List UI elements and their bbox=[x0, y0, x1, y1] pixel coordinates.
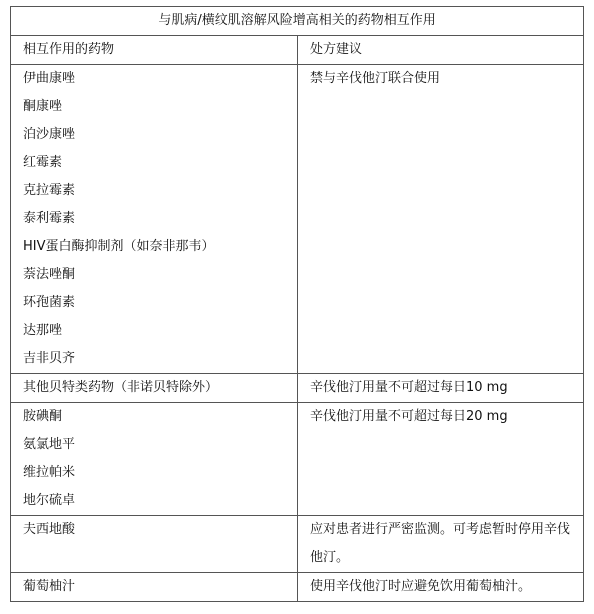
drug-cell bbox=[11, 573, 298, 602]
column-header-advice: 处方建议 bbox=[298, 36, 584, 65]
drug-name: 维拉帕米 bbox=[23, 465, 76, 480]
drug-name: 环孢菌素 bbox=[23, 295, 76, 310]
table-row bbox=[11, 65, 584, 374]
drug-name: 地尔硫卓 bbox=[23, 493, 76, 508]
table-title-row bbox=[11, 7, 584, 36]
drug-name: 夫西地酸 bbox=[23, 522, 76, 537]
drug-name: 克拉霉素 bbox=[23, 183, 76, 198]
table-header-row bbox=[11, 36, 584, 65]
drug-name: 酮康唑 bbox=[23, 99, 63, 114]
drug-cell bbox=[11, 65, 298, 374]
drug-name: 葡萄柚汁 bbox=[23, 579, 76, 594]
drug-name: 萘法唑酮 bbox=[23, 267, 76, 282]
table-row bbox=[11, 374, 584, 403]
drug-name: 氨氯地平 bbox=[23, 437, 76, 452]
table-row bbox=[11, 573, 584, 602]
drug-name: 其他贝特类药物（非诺贝特除外） bbox=[23, 380, 219, 395]
advice-text: 应对患者进行严密监测。可考虑暂时停用辛伐他汀。 bbox=[310, 522, 571, 565]
advice-cell bbox=[298, 516, 584, 573]
advice-cell bbox=[298, 65, 584, 374]
table-row bbox=[11, 403, 584, 516]
drug-name: 伊曲康唑 bbox=[23, 71, 76, 86]
advice-cell bbox=[298, 573, 584, 602]
drug-cell bbox=[11, 374, 298, 403]
drug-name: HIV蛋白酶抑制剂（如奈非那韦） bbox=[23, 239, 215, 254]
drug-interaction-table bbox=[10, 6, 584, 602]
drug-name: 达那唑 bbox=[23, 323, 63, 338]
drug-name: 胺碘酮 bbox=[23, 409, 63, 424]
advice-cell bbox=[298, 403, 584, 516]
advice-text: 辛伐他汀用量不可超过每日20 mg bbox=[310, 409, 508, 424]
drug-name: 吉非贝齐 bbox=[23, 351, 76, 366]
advice-text: 使用辛伐他汀时应避免饮用葡萄柚汁。 bbox=[310, 579, 532, 594]
drug-name: 泰利霉素 bbox=[23, 211, 76, 226]
advice-text: 禁与辛伐他汀联合使用 bbox=[310, 71, 441, 86]
column-header-drug: 相互作用的药物 bbox=[11, 36, 298, 65]
advice-text: 辛伐他汀用量不可超过每日10 mg bbox=[310, 380, 508, 395]
advice-cell bbox=[298, 374, 584, 403]
drug-cell bbox=[11, 516, 298, 573]
drug-name: 泊沙康唑 bbox=[23, 127, 76, 142]
table-row bbox=[11, 516, 584, 573]
table-title: 与肌病/横纹肌溶解风险增高相关的药物相互作用 bbox=[11, 7, 584, 36]
drug-cell bbox=[11, 403, 298, 516]
drug-name: 红霉素 bbox=[23, 155, 63, 170]
